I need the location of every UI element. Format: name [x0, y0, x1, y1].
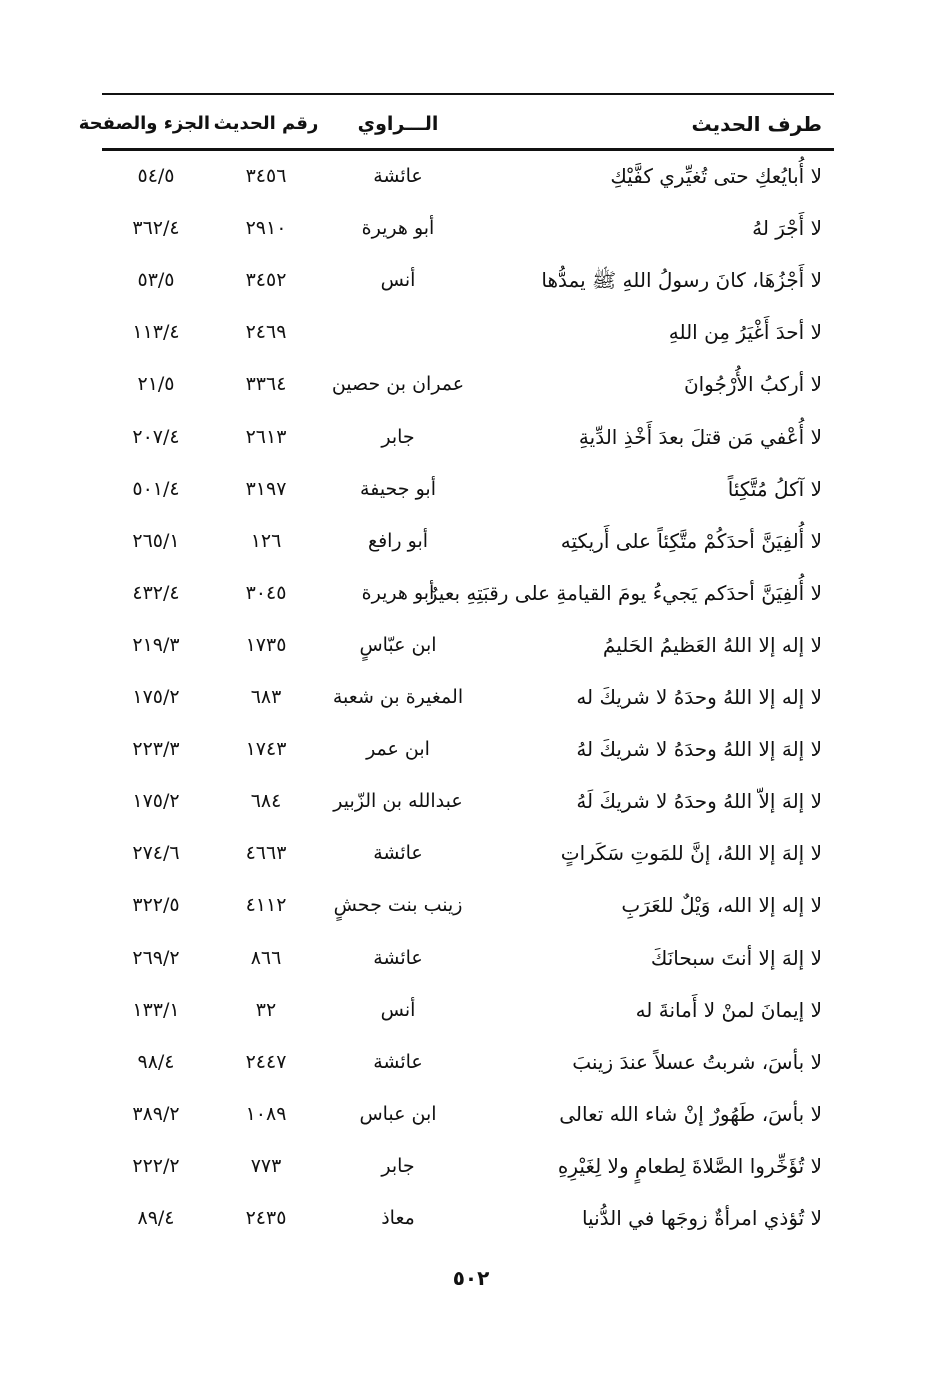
table-row: [102, 1192, 834, 1244]
narrator-cell: أنس: [380, 998, 416, 1021]
hadith-start-cell: لا أُلفِيَنَّ أحدَكم يَجيءُ يومَ القيامةِ على رقبَتِهِ بعيرٌ: [427, 580, 822, 605]
table-row: [102, 619, 834, 671]
hadith-start-cell: لا إله إلا اللهُ وحدَهُ لا شريكَ له: [576, 685, 822, 709]
hadith-start-cell: لا أُعْفي مَن قتلَ بعدَ أَخْذِ الدِّيةِ: [578, 424, 822, 449]
narrator-cell: عبدالله بن الزّبير: [333, 790, 463, 813]
table-row: [102, 150, 834, 202]
hadith-start-cell: لا تُؤَخِّروا الصَّلاةَ لِطعامٍ ولا لِغَيْرِهِ: [557, 1153, 822, 1178]
hadith-start-cell: لا أحدَ أَغْيَرُ مِن اللهِ: [668, 320, 822, 345]
header-volume-page: الجزء والصفحة: [78, 113, 210, 134]
narrator-cell: ابن عبّاسٍ: [359, 633, 437, 656]
narrator-cell: أبو هريرة: [361, 217, 435, 240]
volume-page-cell: ٢٢٣/٣: [132, 738, 180, 761]
volume-page-cell: ١٧٥/٢: [132, 686, 180, 708]
hadith-number-cell: ٢٦١٣: [245, 425, 287, 448]
table-row: [102, 202, 834, 254]
narrator-cell: [322, 306, 474, 358]
hadith-start-cell: لا إله إلا الله، وَيْلٌ للعَرَبِ: [621, 893, 822, 918]
hadith-number-cell: ٦٨٤: [250, 790, 282, 813]
table-row: [102, 1140, 834, 1192]
narrator-cell: عائشة: [373, 842, 423, 865]
hadith-number-cell: ١٧٤٣: [245, 738, 287, 761]
narrator-cell: ابن عمر: [366, 738, 430, 761]
hadith-number-cell: ٣٢: [255, 998, 277, 1021]
volume-page-cell: ٩٨/٤: [137, 1050, 175, 1073]
narrator-cell: عائشة: [373, 1050, 423, 1073]
hadith-start-cell: لا أركبُ الأُرْجُوانَ: [683, 372, 822, 397]
volume-page-cell: ١١٣/٤: [132, 321, 180, 344]
hadith-start-cell: لا آكلُ مُتَّكِئاً: [727, 476, 822, 501]
hadith-start-cell: لا أَجْرَ لهُ: [752, 216, 822, 241]
narrator-cell: جابر: [381, 1154, 415, 1177]
hadith-start-cell: لا إيمانَ لمنْ لا أَمانةَ له: [635, 997, 822, 1022]
hadith-start-cell: لا أُلفِيَنَّ أحدَكُمْ متَّكِئاً على أَريكتِه: [560, 528, 822, 553]
table-row: [102, 254, 834, 306]
table-row: [102, 723, 834, 775]
hadith-start-cell: لا إلهَ إلاّ اللهُ وحدَهُ لا شريكَ لَهُ: [576, 789, 822, 814]
page-number: ٥٠٢: [452, 1266, 490, 1290]
narrator-cell: عمران بن حصين: [331, 373, 465, 396]
hadith-number-cell: ٣٠٤٥: [245, 581, 287, 604]
volume-page-cell: ٤٣٢/٤: [132, 581, 180, 604]
narrator-cell: ابن عباس: [359, 1102, 437, 1125]
narrator-cell: أبو جحيفة: [360, 477, 436, 500]
volume-page-cell: ٢٦٥/١: [132, 529, 180, 552]
volume-page-cell: ٢١٩/٣: [132, 633, 180, 656]
narrator-cell: أنس: [380, 269, 416, 292]
volume-page-cell: ١٣٣/١: [132, 998, 180, 1021]
volume-page-cell: ٣٨٩/٢: [132, 1102, 180, 1125]
table-row: [102, 1036, 834, 1088]
volume-page-cell: ٢٠٧/٤: [132, 425, 180, 448]
hadith-number-cell: ٤٦٦٣: [245, 842, 287, 865]
header-hadith-start: طرف الحديث: [691, 112, 822, 136]
narrator-cell: عائشة: [373, 165, 423, 187]
hadith-number-cell: ٧٧٣: [250, 1154, 282, 1177]
hadith-number-cell: ٢٤٤٧: [245, 1050, 287, 1073]
hadith-number-cell: ١٢٦: [250, 529, 282, 552]
top-rule: [102, 93, 834, 95]
table-row: [102, 358, 834, 410]
hadith-start-cell: لا إله إلا اللهُ العَظيمُ الحَليمُ: [602, 632, 822, 657]
table-row: [102, 932, 834, 984]
hadith-start-cell: لا أُبايُعكِ حتى تُغيِّري كفَّيْكِ: [610, 164, 822, 188]
hadith-start-cell: لا تُؤذي امرأةٌ زوجَها في الدُّنيا: [581, 1206, 822, 1230]
hadith-start-cell: لا إلهَ إلا اللهُ، إنَّ للمَوتِ سَكَراتٍ: [560, 841, 822, 866]
narrator-cell: أبو رافع: [367, 529, 429, 552]
table-row: [102, 515, 834, 567]
hadith-number-cell: ٣٣٦٤: [245, 373, 287, 396]
narrator-cell: عائشة: [373, 946, 423, 969]
table-row: [102, 775, 834, 827]
volume-page-cell: ٥٠١/٤: [132, 477, 180, 500]
table-row: [102, 411, 834, 463]
hadith-number-cell: ١٧٣٥: [245, 633, 287, 656]
hadith-start-cell: لا بأسَ، طَهُورٌ إنْ شاء الله تعالى: [559, 1101, 822, 1126]
table-row: [102, 879, 834, 931]
hadith-number-cell: ٨٦٦: [250, 946, 282, 969]
narrator-cell: المغيرة بن شعبة: [332, 686, 464, 708]
narrator-cell: زينب بنت جحشٍ: [333, 894, 463, 917]
volume-page-cell: ٥٣/٥: [137, 269, 175, 292]
volume-page-cell: ٢٢٢/٢: [132, 1154, 180, 1177]
hadith-number-cell: ٢٤٣٥: [245, 1207, 287, 1229]
volume-page-cell: ٨٩/٤: [137, 1207, 175, 1229]
hadith-number-cell: ٣٤٥٦: [245, 165, 287, 187]
table-row: [102, 463, 834, 515]
table-row: [102, 306, 834, 358]
table-row: [102, 567, 834, 619]
table-row: [102, 827, 834, 879]
volume-page-cell: ١٧٥/٢: [132, 790, 180, 813]
narrator-cell: جابر: [381, 425, 415, 448]
narrator-cell: أبو هريرة: [361, 581, 435, 604]
hadith-start-cell: لا إلهَ إلا أنتَ سبحانَكَ: [650, 945, 822, 970]
volume-page-cell: ٣٦٢/٤: [132, 217, 180, 240]
hadith-start-cell: لا إلهَ إلا اللهُ وحدَهُ لا شريكَ لهُ: [576, 737, 822, 762]
table-row: [102, 984, 834, 1036]
volume-page-cell: ٢٦٩/٢: [132, 946, 180, 969]
header-narrator: الـــراوي: [357, 113, 439, 135]
table-header: [78, 104, 834, 144]
hadith-number-cell: ٢٤٦٩: [245, 321, 287, 344]
hadith-number-cell: ٣١٩٧: [245, 477, 287, 500]
narrator-cell: معاذ: [381, 1207, 415, 1229]
header-hadith-number: رقم الحديث: [213, 113, 319, 134]
hadith-number-cell: ٣٤٥٢: [245, 269, 287, 292]
hadith-start-cell: لا بأسَ، شربتُ عسلاً عندَ زينبَ: [572, 1049, 822, 1074]
hadith-number-cell: ٤١١٢: [245, 894, 287, 917]
volume-page-cell: ٥٤/٥: [137, 165, 175, 187]
table-row: [102, 1088, 834, 1140]
hadith-number-cell: ١٠٨٩: [245, 1102, 287, 1125]
volume-page-cell: ٢١/٥: [137, 373, 175, 396]
hadith-number-cell: ٢٩١٠: [245, 217, 287, 240]
table-row: [102, 671, 834, 723]
volume-page-cell: ٢٧٤/٦: [132, 842, 180, 865]
hadith-start-cell: لا أَجْزُهَا، كانَ رسولُ اللهِ ﷺ يمدُّها: [541, 268, 822, 293]
hadith-number-cell: ٦٨٣: [250, 686, 282, 708]
volume-page-cell: ٣٢٢/٥: [132, 894, 180, 917]
